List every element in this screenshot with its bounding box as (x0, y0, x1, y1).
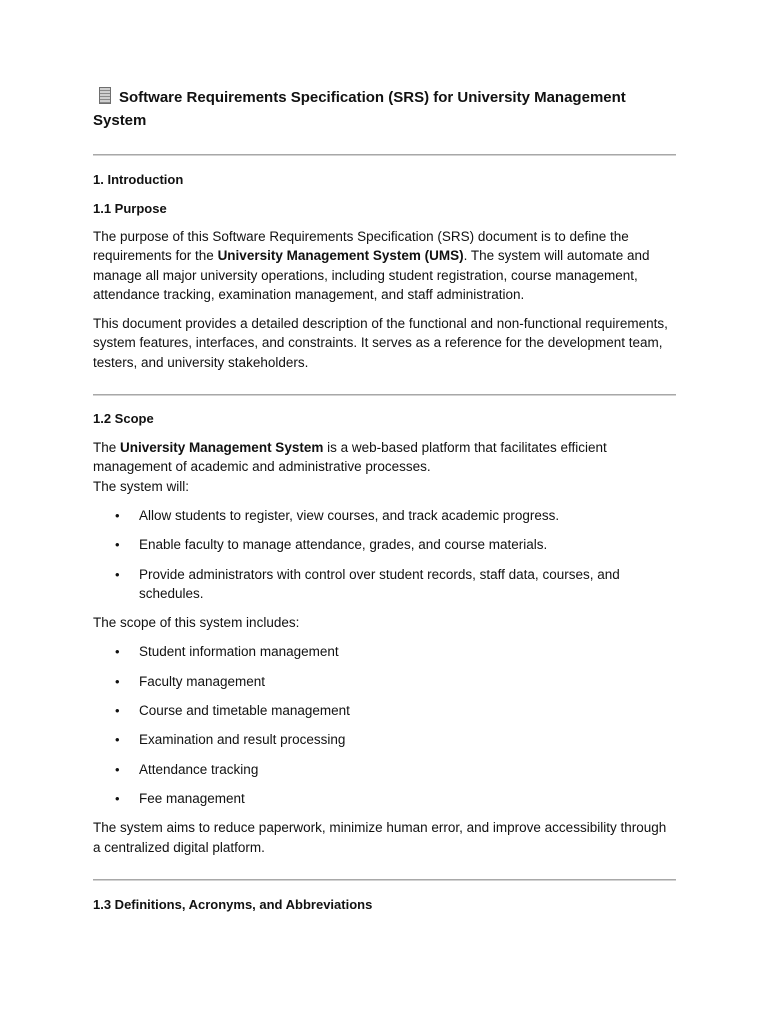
purpose-paragraph-1: The purpose of this Software Requirements Specification (SRS) document is to define the requirements for the University Management System (UMS). The system will automate and manage all major university operations, including student registration, course management, attendance tracking, examination management, and staff administration. (93, 229, 650, 302)
list-item: • Course and timetable management (93, 701, 676, 720)
section-heading-introduction: 1. Introduction (93, 172, 184, 187)
bullet-icon: • (115, 703, 120, 719)
scope-paragraph-1: The University Management System is a web-based platform that facilitates efficient management of academic and administrative processes. The system will: (93, 440, 607, 494)
list-item: • Fee management (93, 789, 676, 808)
ums-bold-term: University Management System (120, 440, 324, 456)
document-page (93, 86, 676, 914)
scope-includes-intro: The scope of this system includes: (93, 615, 300, 631)
list-item: • Student information management (93, 642, 676, 661)
bullet-icon: • (115, 507, 120, 523)
bullet-icon: • (115, 732, 120, 748)
purpose-paragraph-2: This document provides a detailed description of the functional and non-functional requirements, system features, interfaces, and constraints. It serves as a reference for the development team, testers, and university stakeholders. (93, 316, 668, 370)
document-title (93, 86, 676, 132)
bullet-icon: • (115, 761, 120, 777)
list-item: • Examination and result processing (93, 730, 676, 749)
section-heading-purpose: 1.1 Purpose (93, 201, 167, 216)
list-item: • Faculty management (93, 672, 676, 691)
scope-closing-paragraph: The system aims to reduce paperwork, minimize human error, and improve accessibility through a centralized digital platform. (93, 820, 667, 855)
bullet-icon: • (115, 644, 120, 660)
document-icon (99, 87, 111, 104)
list-item: • Provide administrators with control over student records, staff data, courses, and schedules. (115, 566, 620, 601)
list-item: • Enable faculty to manage attendance, grades, and course materials. (93, 535, 676, 554)
bullet-icon: • (115, 673, 120, 689)
section-heading-scope: 1.2 Scope (93, 411, 154, 427)
section-heading-definitions: 1.3 Definitions, Acronyms, and Abbreviations (93, 896, 373, 912)
scope-will-list (93, 506, 676, 603)
document-title-text: Software Requirements Specification (SRS) for University Management System (93, 89, 626, 129)
bullet-icon: • (115, 537, 120, 553)
list-item: • Attendance tracking (93, 760, 676, 779)
scope-includes-list (93, 642, 676, 808)
list-item: • Allow students to register, view courses, and track academic progress. (93, 506, 676, 525)
ums-bold-term: University Management System (UMS) (217, 248, 464, 264)
bullet-icon: • (115, 566, 120, 582)
bullet-icon: • (115, 790, 120, 806)
